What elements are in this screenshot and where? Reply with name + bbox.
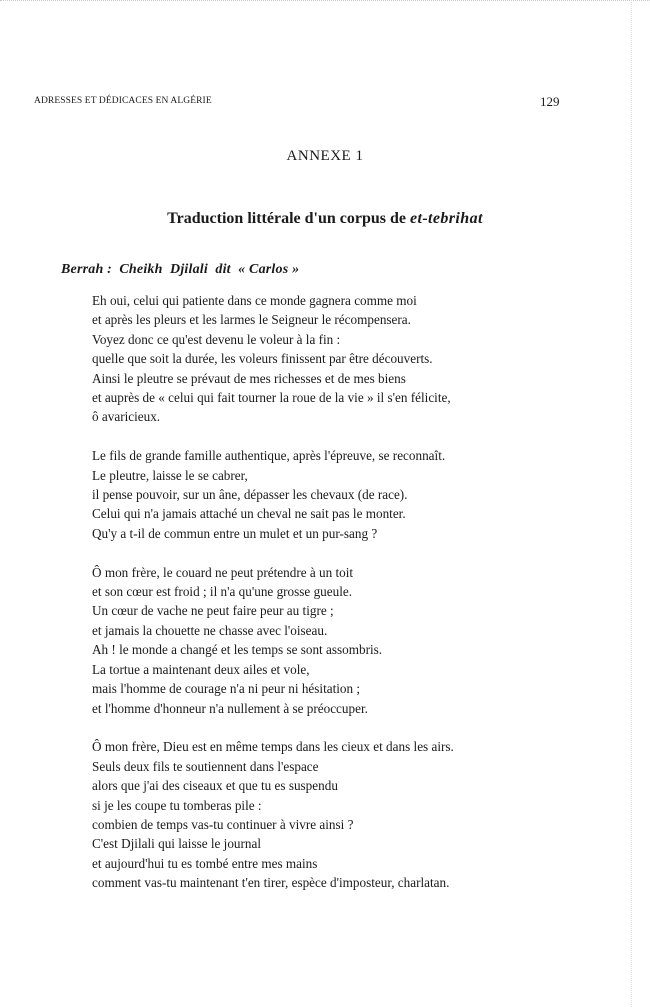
page-top-edge [0, 0, 650, 14]
poem-line: ô avaricieux. [92, 409, 161, 425]
poem-line: et aujourd'hui tu es tombé entre mes mains [92, 855, 318, 871]
poem-line: Ainsi le pleutre se prévaut de mes richesses et de mes biens [92, 370, 406, 386]
poem-line: alors que j'ai des ciseaux et que tu es suspendu [92, 778, 338, 794]
poem-line: et son cœur est froid ; il n'a qu'une grosse gueule. [92, 584, 353, 600]
poem-line: il pense pouvoir, sur un âne, dépasser les chevaux (de race). [92, 487, 408, 503]
poem-line: Un cœur de vache ne peut faire peur au tigre ; [92, 603, 334, 619]
poem-line: Voyez donc ce qu'est devenu le voleur à la fin : [92, 331, 341, 347]
poem-line: Ô mon frère, Dieu est en même temps dans les cieux et dans les airs. [92, 739, 454, 755]
poem-stanza [92, 446, 542, 543]
subtitle-emphasis: et-tebrihat [409, 210, 483, 227]
poem-stanza [92, 563, 542, 718]
poem-line: combien de temps vas-tu continuer à vivre ainsi ? [92, 816, 354, 832]
poem-line: comment vas-tu maintenant t'en tirer, espèce d'imposteur, charlatan. [92, 875, 450, 891]
poem-heading: Berrah : Cheikh Djilali dit « Carlos » [61, 262, 300, 277]
poem-line: Ô mon frère, le couard ne peut prétendre à un toit [92, 564, 354, 580]
poem-line: et auprès de « celui qui fait tourner la roue de la vie » il s'en félicite, [92, 390, 451, 406]
annex-title: ANNEXE 1 [286, 148, 364, 164]
poem-line: C'est Djilali qui laisse le journal [92, 836, 262, 852]
poem-line: mais l'homme de courage n'a ni peur ni hésitation ; [92, 681, 361, 697]
poem-line: Le fils de grande famille authentique, après l'épreuve, se reconnaît. [92, 448, 446, 464]
poem-line: si je les coupe tu tomberas pile : [92, 797, 262, 813]
subtitle-text: Traduction littérale d'un corpus de [167, 210, 410, 227]
poem-stanza [92, 737, 542, 892]
annex-subtitle [0, 210, 650, 228]
poem-line: Eh oui, celui qui patiente dans ce monde gagnera comme moi [92, 293, 417, 308]
poem-line: et l'homme d'honneur n'a nullement à se préoccuper. [92, 700, 368, 716]
poem-line: et après les pleurs et les larmes le Seigneur le récompensera. [92, 312, 411, 328]
poem-stanza [92, 291, 542, 427]
poem-line: Celui qui n'a jamais attaché un cheval ne sait pas le monter. [92, 506, 406, 522]
poem-line: et jamais la chouette ne chasse avec l'oiseau. [92, 622, 328, 638]
poem-line: Seuls deux fils te soutiennent dans l'espace [92, 758, 319, 774]
poem-line: Le pleutre, laisse le se cabrer, [92, 467, 248, 483]
poem-text [92, 291, 542, 893]
running-head: ADRESSES ET DÉDICACES EN ALGÉRIE [34, 96, 212, 106]
poem-line: Ah ! le monde a changé et les temps se sont assombris. [92, 642, 383, 658]
poem-line: quelle que soit la durée, les voleurs finissent par être découverts. [92, 351, 433, 367]
poem-line: La tortue a maintenant deux ailes et vole, [92, 661, 310, 677]
page-number: 129 [540, 94, 560, 109]
poem-line: Qu'y a t-il de commun entre un mulet et un pur-sang ? [92, 525, 378, 541]
